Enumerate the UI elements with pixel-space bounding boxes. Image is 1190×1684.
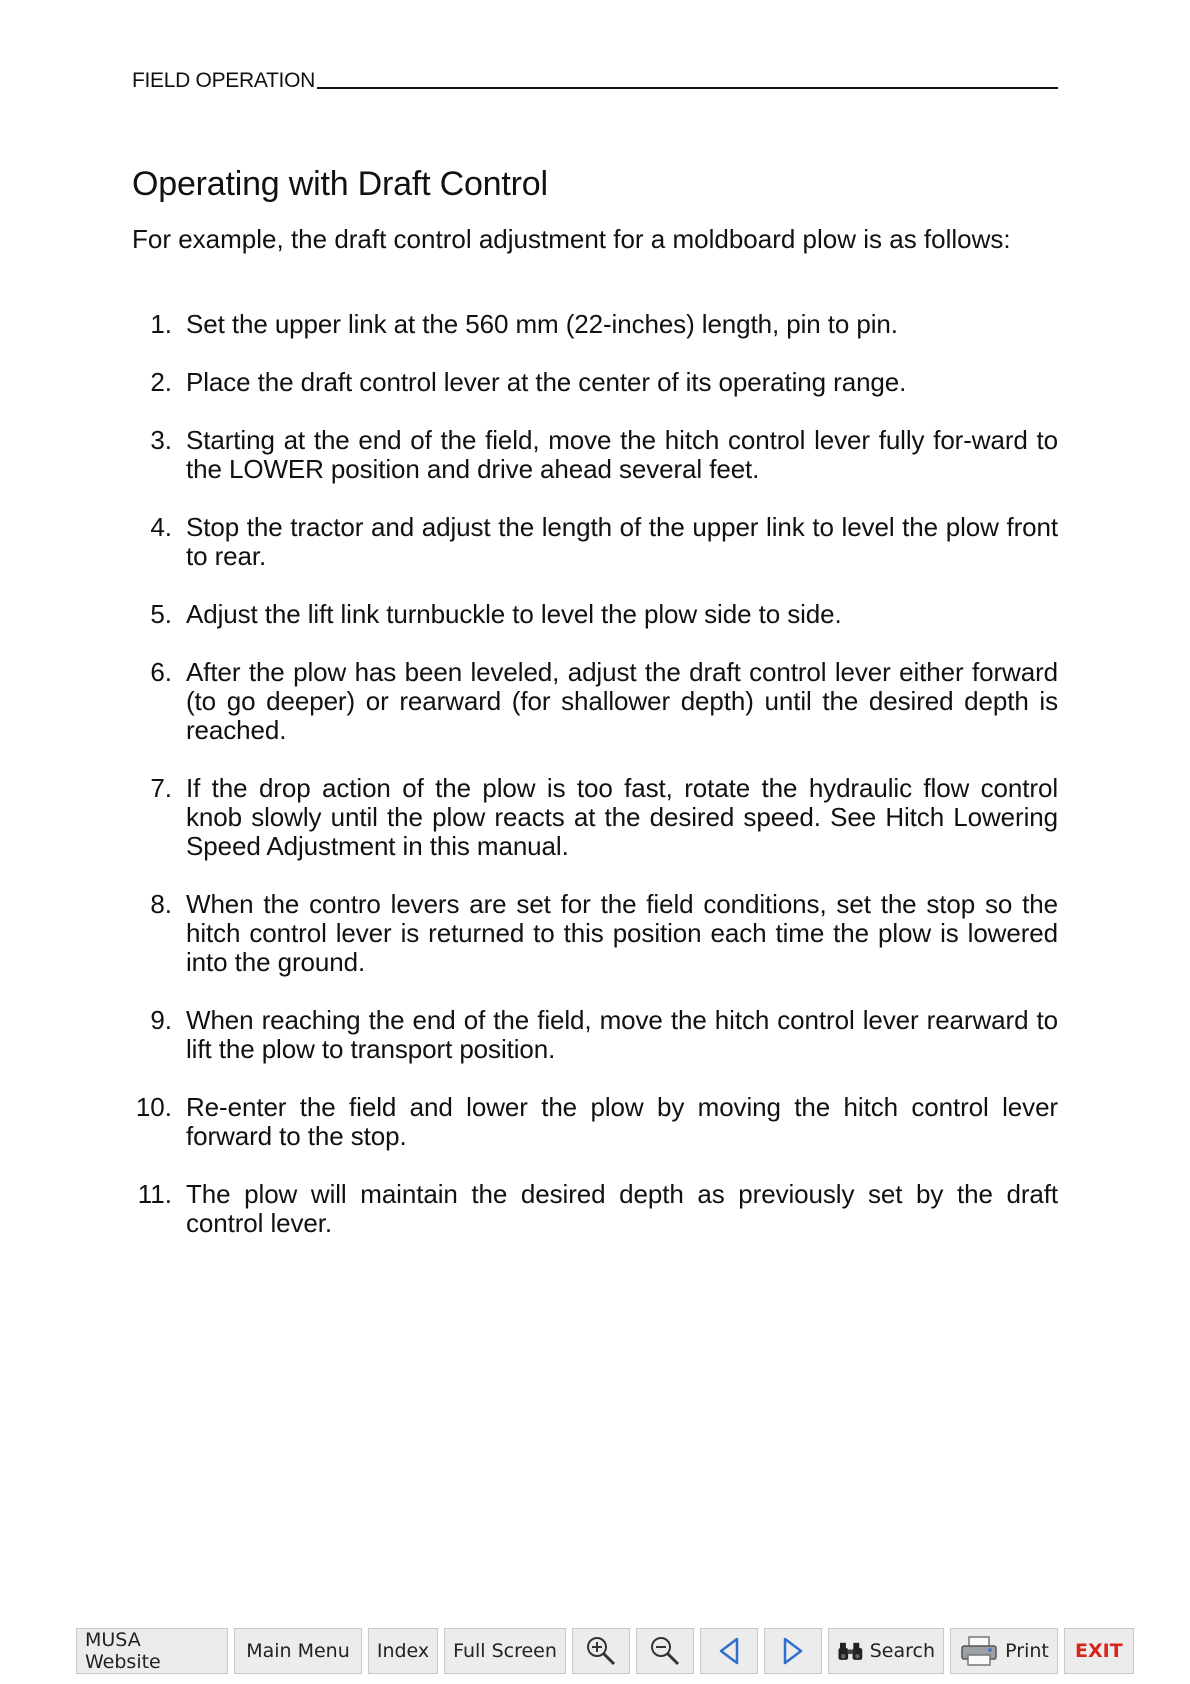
main-menu-button[interactable]: Main Menu	[234, 1628, 362, 1674]
step-item	[120, 1006, 1058, 1064]
previous-page-icon	[716, 1636, 742, 1666]
step-text: When reaching the end of the field, move the hitch control lever rearward to lift the plow to transport position.	[186, 1005, 1058, 1064]
step-item	[120, 1093, 1058, 1151]
step-item	[120, 774, 1058, 861]
zoom-in-icon	[584, 1634, 618, 1668]
exit-button[interactable]: EXIT	[1064, 1628, 1134, 1674]
step-item	[120, 1180, 1058, 1238]
step-item	[120, 426, 1058, 484]
step-number: 11.	[137, 1179, 172, 1209]
previous-page-button[interactable]	[700, 1628, 758, 1674]
search-button[interactable]	[828, 1628, 944, 1674]
step-number: 9.	[150, 1005, 172, 1035]
step-number: 7.	[150, 773, 172, 803]
step-text: The plow will maintain the desired depth as previously set by the draft control lever.	[186, 1179, 1058, 1238]
step-text: Stop the tractor and adjust the length of the upper link to level the plow front to rear.	[186, 512, 1058, 571]
step-text: When the contro levers are set for the field conditions, set the stop so the hitch control lever is returned to this position each time the plow is lowered into the ground.	[186, 889, 1058, 977]
zoom-out-button[interactable]	[636, 1628, 694, 1674]
header-rule	[317, 87, 1058, 89]
step-number: 6.	[150, 657, 172, 687]
step-number: 2.	[150, 367, 172, 397]
section-label: FIELD OPERATION	[132, 69, 315, 92]
page-header	[132, 70, 1058, 91]
step-item	[120, 368, 1058, 397]
step-number: 4.	[150, 512, 172, 542]
step-text: Place the draft control lever at the center of its operating range.	[186, 367, 907, 397]
page-title: Operating with Draft Control	[132, 165, 548, 203]
print-label: Print	[1005, 1640, 1049, 1662]
step-number: 5.	[150, 599, 172, 629]
step-item	[120, 310, 1058, 339]
search-label: Search	[869, 1640, 935, 1662]
step-text: Adjust the lift link turnbuckle to level the plow side to side.	[186, 599, 842, 629]
step-text: If the drop action of the plow is too fast, rotate the hydraulic flow control knob slowly until the plow reacts at the desired speed. See Hitch Lowering Speed Adjustment in this manual.	[186, 773, 1058, 861]
next-page-icon	[780, 1636, 806, 1666]
print-button[interactable]	[950, 1628, 1058, 1674]
index-button[interactable]: Index	[368, 1628, 438, 1674]
next-page-button[interactable]	[764, 1628, 822, 1674]
step-item	[120, 600, 1058, 629]
step-text: Set the upper link at the 560 mm (22-inches) length, pin to pin.	[186, 309, 898, 339]
musa-website-button[interactable]: MUSA Website	[76, 1628, 228, 1674]
intro-paragraph: For example, the draft control adjustment for a moldboard plow is as follows:	[132, 224, 1011, 254]
step-item	[120, 513, 1058, 571]
step-text: After the plow has been leveled, adjust the draft control lever either forward (to go deeper) or rearward (for shallower depth) until the desired depth is reached.	[186, 657, 1058, 745]
zoom-in-button[interactable]	[572, 1628, 630, 1674]
printer-icon	[959, 1635, 999, 1667]
step-number: 1.	[150, 309, 172, 339]
step-number: 8.	[150, 889, 172, 919]
step-number: 10.	[135, 1092, 172, 1122]
step-item	[120, 658, 1058, 745]
zoom-out-icon	[648, 1634, 682, 1668]
step-number: 3.	[150, 425, 172, 455]
bottom-toolbar	[76, 1628, 1134, 1674]
steps-list	[120, 310, 1058, 1267]
step-text: Starting at the end of the field, move the hitch control lever fully for-ward to the LOWER position and drive ahead several feet.	[186, 425, 1058, 484]
step-item	[120, 890, 1058, 977]
step-text: Re-enter the field and lower the plow by moving the hitch control lever forward to the stop.	[186, 1092, 1058, 1151]
binoculars-icon	[837, 1636, 864, 1666]
full-screen-button[interactable]: Full Screen	[444, 1628, 566, 1674]
